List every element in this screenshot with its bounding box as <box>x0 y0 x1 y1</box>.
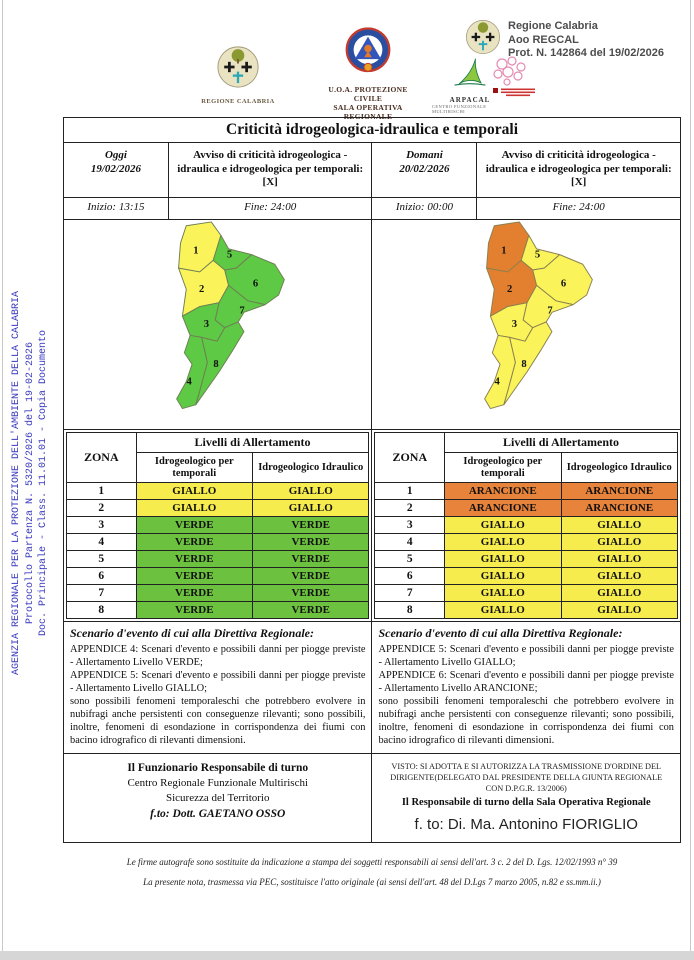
right-signature-role: Il Responsabile di turno della Sala Operativa Regionale <box>401 797 651 808</box>
svg-text:8: 8 <box>521 359 527 371</box>
sidebar-protocol-line: Protocollo Partenza N. 5320/2026 del 19-02-2026 <box>24 341 36 625</box>
today-date-cell <box>64 143 169 198</box>
protezione-civile-logo-block <box>316 26 420 121</box>
tomorrow-scenario-appendice-1: APPENDICE 5: Scenari d'evento e possibili danni per piogge previste - Allertamento Livello GIALLO; <box>378 644 674 668</box>
svg-text:1: 1 <box>501 245 507 257</box>
tomorrow-scenario-appendice-2: APPENDICE 6: Scenari d'evento e possibili danni per piogge previste - Allertamento Livello ARANCIONE; <box>378 670 674 694</box>
table-row: 7 VERDE VERDE <box>67 585 369 602</box>
document-title: Criticità idrogeologica-idraulica e temporali <box>64 118 681 143</box>
today-scenario-body: sono possibili fenomeni temporaleschi che potrebbero evolvere in nubifragi anche persistenti con conseguenze rilevanti; sono possibili, inoltre, fenomeni di esondazione in corrispondenza dei fiumi con bacino idrografico di rilevanti dimensioni. <box>70 696 366 746</box>
table-row: 2 GIALLO GIALLO <box>67 500 369 517</box>
today-map-cell <box>64 220 372 430</box>
bulletin-body <box>63 117 681 843</box>
calabria-map-today <box>136 220 300 422</box>
tomorrow-col2-header: Idrogeologico Idraulico <box>561 453 677 483</box>
stamp-org-name: Regione Calabria <box>508 20 598 32</box>
left-signature-role: Il Funzionario Responsabile di turno <box>127 762 309 774</box>
tomorrow-avviso-cell: Avviso di criticità idrogeologica - idraulica e idrogeologica per temporali: [X] <box>477 143 681 198</box>
table-row: 7 GIALLO GIALLO <box>375 585 678 602</box>
today-fine: Fine: 24:00 <box>168 198 372 220</box>
table-row: 4 VERDE VERDE <box>67 534 369 551</box>
left-signature-name: f.to: Dott. GAETANO OSSO <box>150 808 286 820</box>
table-row: 1 ARANCIONE ARANCIONE <box>375 483 678 500</box>
arpacal-caption-line2: CENTRO FUNZIONALE MULTIRISCHI <box>432 104 487 114</box>
svg-text:5: 5 <box>226 249 232 261</box>
today-label: Oggi <box>104 149 127 161</box>
tomorrow-label: Domani <box>406 149 443 161</box>
table-row: 5 VERDE VERDE <box>67 551 369 568</box>
left-signature-unit: Sicurezza del Territorio <box>166 792 270 804</box>
svg-text:3: 3 <box>203 318 209 330</box>
footnote-line1: Le firme autografe sono sostituite da indicazione a stampa dei soggetti responsabili ai sensi dell'art. 3 c. 2 del D. Lgs. 12/02/1993 n° 39 <box>126 857 618 867</box>
tomorrow-inizio: Inizio: 00:00 <box>372 198 477 220</box>
today-zone-table-cell <box>64 430 372 622</box>
svg-text:7: 7 <box>547 305 553 317</box>
tomorrow-scenario-heading: Scenario d'evento di cui alla Direttiva Regionale: <box>378 626 623 640</box>
arpacal-caption-line1: ARPACAL <box>449 96 491 104</box>
today-avviso-cell: Avviso di criticità idrogeologica - idraulica e idrogeologica per temporali: [X] <box>168 143 372 198</box>
regione-calabria-logo-block <box>196 44 280 105</box>
svg-text:4: 4 <box>186 376 192 388</box>
today-alert-levels-table <box>66 432 369 619</box>
registry-stamp-icon <box>484 54 544 109</box>
stamp-aoo: Aoo REGCAL <box>508 33 579 46</box>
table-row: 5 GIALLO GIALLO <box>375 551 678 568</box>
today-livelli-header: Livelli di Allertamento <box>136 433 369 453</box>
legal-footnotes <box>63 852 681 892</box>
today-scenario-appendice-1: APPENDICE 4: Scenari d'evento e possibili danni per piogge previste - Allertamento Livello VERDE; <box>70 644 366 668</box>
regione-calabria-logo-caption: REGIONE CALABRIA <box>201 98 275 105</box>
today-scenario-heading: Scenario d'evento di cui alla Direttiva Regionale: <box>70 626 314 640</box>
protezione-civile-emblem-icon <box>343 26 393 81</box>
table-row: 3 VERDE VERDE <box>67 517 369 534</box>
today-inizio: Inizio: 13:15 <box>64 198 169 220</box>
tomorrow-alert-levels-table <box>374 432 678 619</box>
table-row: 6 GIALLO GIALLO <box>375 568 678 585</box>
svg-text:8: 8 <box>213 359 219 371</box>
right-signature-name: f. to: Di. Ma. Antonino FIORIGLIO <box>414 816 638 833</box>
vertical-protocol-sidebar <box>10 278 52 688</box>
table-row: 1 GIALLO GIALLO <box>67 483 369 500</box>
svg-text:7: 7 <box>239 305 245 317</box>
tomorrow-map-cell <box>372 220 681 430</box>
today-date: 19/02/2026 <box>90 162 141 175</box>
left-signature-office: Centro Regionale Funzionale Multirischi <box>127 777 309 789</box>
tomorrow-date-cell <box>372 143 477 198</box>
sidebar-doc-line: Doc. Principale - Class. 11.01.01 - Copia Documento <box>38 329 49 637</box>
tomorrow-zona-header: ZONA <box>375 433 445 483</box>
footnote-line2: La presente nota, trasmessa via PEC, sostituisce l'atto originale (ai sensi dell'art. 48 del D.Lgs 7 marzo 2005, n.82 e ss.mm.ii.) <box>143 877 601 887</box>
protezione-civile-caption-line2: SALA OPERATIVA REGIONALE <box>333 103 403 121</box>
tomorrow-scenario-cell <box>372 622 681 754</box>
table-row: 8 GIALLO GIALLO <box>375 602 678 619</box>
left-signature-cell <box>64 754 372 843</box>
svg-text:2: 2 <box>198 284 205 296</box>
map-tomorrow-zone-4 <box>485 335 516 408</box>
regione-calabria-emblem-icon <box>215 44 261 95</box>
protezione-civile-caption-line1: U.O.A. PROTEZIONE CIVILE <box>328 85 408 103</box>
table-row: 2 ARANCIONE ARANCIONE <box>375 500 678 517</box>
svg-text:4: 4 <box>494 376 501 388</box>
svg-text:6: 6 <box>252 278 258 290</box>
page-edge-right <box>690 0 691 952</box>
alert-document-table <box>63 117 681 843</box>
table-row: 8 VERDE VERDE <box>67 602 369 619</box>
visto-text: VISTO: SI ADOTTA E SI AUTORIZZA LA TRASMISSIONE D'ORDINE DEL DIRIGENTE(DELEGATO DAL PRESIDENTE DELLA GIUNTA REGIONALE CON D.P.G.R. 13/2006) <box>390 762 663 793</box>
svg-text:1: 1 <box>192 245 199 257</box>
today-zona-header: ZONA <box>67 433 137 483</box>
map-today-zone-4 <box>176 335 207 408</box>
page-edge-bottom <box>0 951 694 960</box>
table-row: 6 VERDE VERDE <box>67 568 369 585</box>
svg-text:2: 2 <box>507 284 513 296</box>
calabria-map-tomorrow <box>444 220 608 422</box>
tomorrow-zone-table-cell <box>372 430 681 622</box>
page-edge-left <box>2 0 3 952</box>
table-row: 3 GIALLO GIALLO <box>375 517 678 534</box>
today-col1-header: Idrogeologico per temporali <box>136 453 252 483</box>
today-scenario-cell <box>64 622 372 754</box>
tomorrow-date: 20/02/2026 <box>399 162 450 175</box>
svg-text:5: 5 <box>535 249 541 261</box>
tomorrow-livelli-header: Livelli di Allertamento <box>445 433 678 453</box>
today-scenario-appendice-2: APPENDICE 5: Scenari d'evento e possibili danni per piogge previste - Allertamento Livello GIALLO; <box>70 670 366 694</box>
right-signature-cell <box>372 754 681 843</box>
today-col2-header: Idrogeologico Idraulico <box>253 453 369 483</box>
tomorrow-col1-header: Idrogeologico per temporali <box>445 453 561 483</box>
tomorrow-scenario-body: sono possibili fenomeni temporaleschi che potrebbero evolvere in nubifragi anche persistenti con conseguenze rilevanti; sono possibili, inoltre, fenomeni di esondazione in corrispondenza dei fiumi con bacino idrografico di rilevanti dimensioni. <box>378 696 674 746</box>
table-row: 4 GIALLO GIALLO <box>375 534 678 551</box>
stamp-prot-number: Prot. N. 142864 del 19/02/2026 <box>508 47 664 59</box>
tomorrow-fine: Fine: 24:00 <box>477 198 681 220</box>
svg-text:6: 6 <box>561 278 567 290</box>
svg-text:3: 3 <box>512 318 518 330</box>
sidebar-agency-line: AGENZIA REGIONALE PER LA PROTEZIONE DELL'AMBIENTE DELLA CALABRIA <box>11 290 22 676</box>
